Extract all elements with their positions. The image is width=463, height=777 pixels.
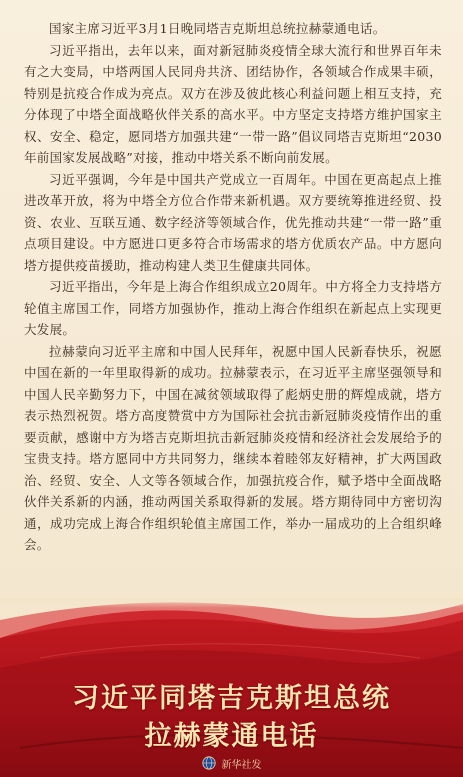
source-credit-text: 新华社发 [221, 759, 262, 771]
headline-line-1: 习近平同塔吉克斯坦总统 [72, 683, 391, 714]
paragraph-lead: 国家主席习近平3月1日晚同塔吉克斯坦总统拉赫蒙通电话。 [49, 21, 386, 36]
paragraph-rahmon-remarks: 拉赫蒙向习近平主席和中国人民拜年，祝愿中国人民新春快乐，祝愿中国在新的一年里取得新的成功。拉赫蒙表示，在习近平主席坚强领导和中国人民辛勤努力下，中国在减贫领域取得了彪炳史册的辉煌成就，塔方表示热烈祝贺。塔方高度赞赏中方为国际社会抗击新冠肺炎疫情作出的重要贡献，感谢中方为塔吉克斯坦抗击新冠肺炎疫情和经济社会发展给予的宝贵支持。塔方愿同中方共同努力，继续本着睦邻友好精神，扩大两国政治、经贸、安全、人文等各领域合作，加强抗疫合作，赋予塔中全面战略伙伴关系新的内涵，推动两国关系取得新的发展。塔方期待同中方密切沟通，成功完成上海合作组织轮值主席国工作，举办一届成功的上合组织峰会。 [24, 343, 442, 552]
paragraph-xi-remarks: 习近平指出，去年以来，面对新冠肺炎疫情全球大流行和世界百年未有之大变局，中塔两国人民同舟共济、团结协作，各领域合作成果丰硕，特别是抗疫合作成为亮点。双方在涉及彼此核心利益问题上相互支持，充分体现了中塔全面战略伙伴关系的高水平。中方坚定支持塔方维护国家主权、安全、稳定，愿同塔方加强共建“一带一路”倡议同塔吉克斯坦“2030年前国家发展战略”对接，推动中塔关系不断向前发展。 [24, 42, 442, 165]
source-credit [0, 752, 463, 774]
paragraph-sco: 习近平指出，今年是上海合作组织成立20周年。中方将全力支持塔方轮值主席国工作，同塔方加强协作，推动上海合作组织在新起点上实现更大发展。 [24, 279, 442, 337]
paragraph-xi-emphasis: 习近平强调，今年是中国共产党成立一百周年。中国在更高起点上推进改革开放，将为中塔全方位合作带来新机遇。双方要统筹推进经贸、投资、农业、互联互通、数字经济等领域合作，优先推动共建“一带一路”重点项目建设。中方愿进口更多符合市场需求的塔方优质农产品。中方愿向塔方提供疫苗援助，推动构建人类卫生健康共同体。 [24, 171, 442, 273]
xinhua-globe-icon [202, 756, 216, 770]
headline-line-2: 拉赫蒙通电话 [144, 721, 319, 752]
article-body [24, 18, 442, 556]
